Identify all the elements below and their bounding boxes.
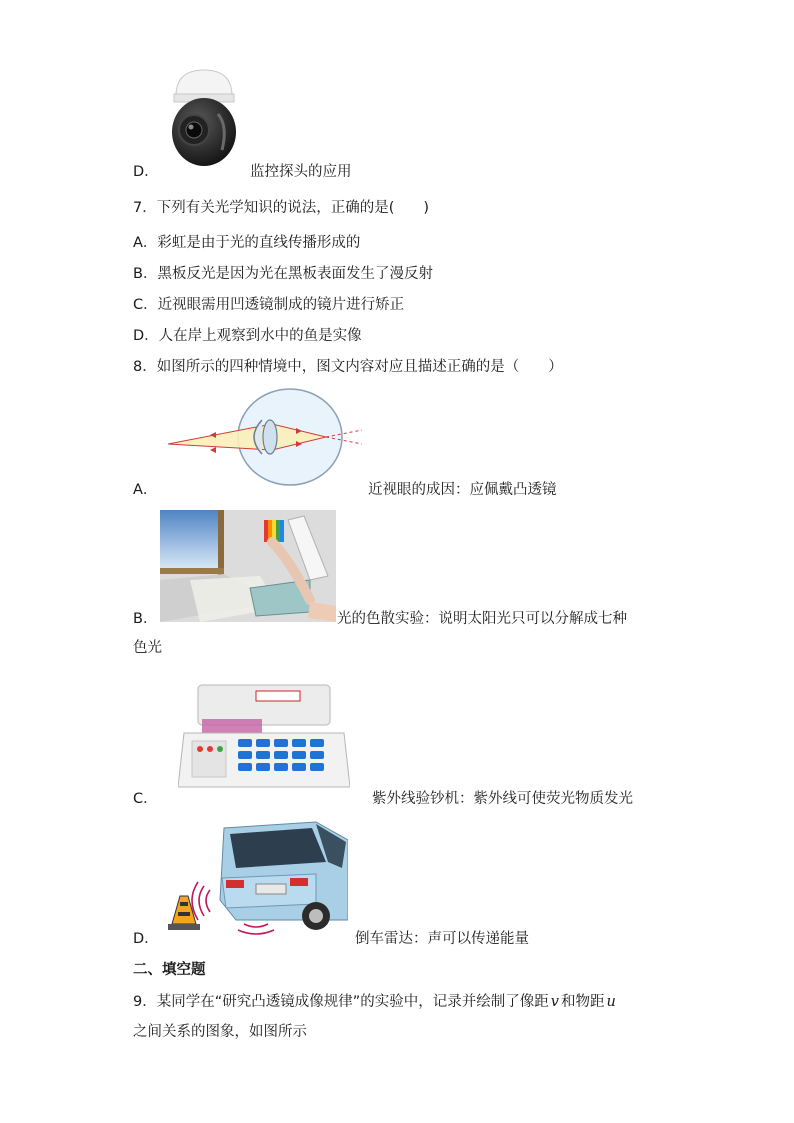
q7-option-a-letter: A． — [133, 235, 158, 251]
q7-option-d-letter: D． — [133, 328, 159, 344]
q8-option-a-letter: A． — [133, 482, 158, 498]
q6-option-d — [133, 162, 159, 182]
q6-option-d-text: 监控探头的应用 — [250, 164, 352, 180]
q7-option-b-letter: B． — [133, 266, 158, 282]
q9-line2: 之间关系的图象，如图所示 — [133, 1024, 307, 1040]
q9-text-2: 和物距 — [560, 994, 605, 1010]
q9-text-1: 9．某同学在“研究凸透镜成像规律”的实验中，记录并绘制了像距 — [133, 994, 549, 1010]
security-camera-image — [168, 66, 240, 172]
q6-option-d-letter: D． — [133, 164, 159, 180]
q7-option-c-text: 近视眼需用凹透镜制成的镜片进行矫正 — [157, 297, 405, 313]
q8-option-d-text: 倒车雷达：声可以传递能量 — [355, 931, 529, 947]
uv-money-detector-image — [178, 683, 350, 793]
section-title: 二、填空题 — [133, 962, 206, 978]
q9-var-v: v — [550, 994, 559, 1010]
q7-option-a-text: 彩虹是由于光的直线传播形成的 — [157, 235, 361, 251]
q8-option-b-text-cont: 色光 — [133, 640, 162, 656]
dispersion-experiment-image — [160, 510, 336, 622]
q8-option-a-text: 近视眼的成因：应佩戴凸透镜 — [368, 482, 557, 498]
q7-option-d — [133, 326, 362, 346]
q8-option-c-text: 紫外线验钞机：紫外线可使荧光物质发光 — [372, 791, 633, 807]
q7-option-b — [133, 264, 433, 284]
q7-option-a — [133, 233, 360, 253]
q8-option-b-text: 光的色散实验：说明太阳光只可以分解成七种 — [337, 611, 627, 627]
q9-line1 — [133, 992, 618, 1012]
q8-stem: 8．如图所示的四种情境中，图文内容对应且描述正确的是（ ） — [133, 359, 563, 375]
q8-option-c-letter: C． — [133, 791, 158, 807]
q7-stem: 7．下列有关光学知识的说法，正确的是( ) — [133, 200, 430, 216]
q8-option-b-letter: B． — [133, 611, 158, 627]
reversing-radar-car-image — [166, 820, 348, 936]
q8-option-d-letter: D． — [133, 931, 159, 947]
q9-var-u: u — [606, 994, 616, 1010]
myopia-eye-diagram — [166, 384, 366, 490]
q7-option-b-text: 黑板反光是因为光在黑板表面发生了漫反射 — [157, 266, 433, 282]
q7-option-d-text: 人在岸上观察到水中的鱼是实像 — [158, 328, 362, 344]
q7-option-c-letter: C． — [133, 297, 158, 313]
q7-option-c — [133, 295, 404, 315]
